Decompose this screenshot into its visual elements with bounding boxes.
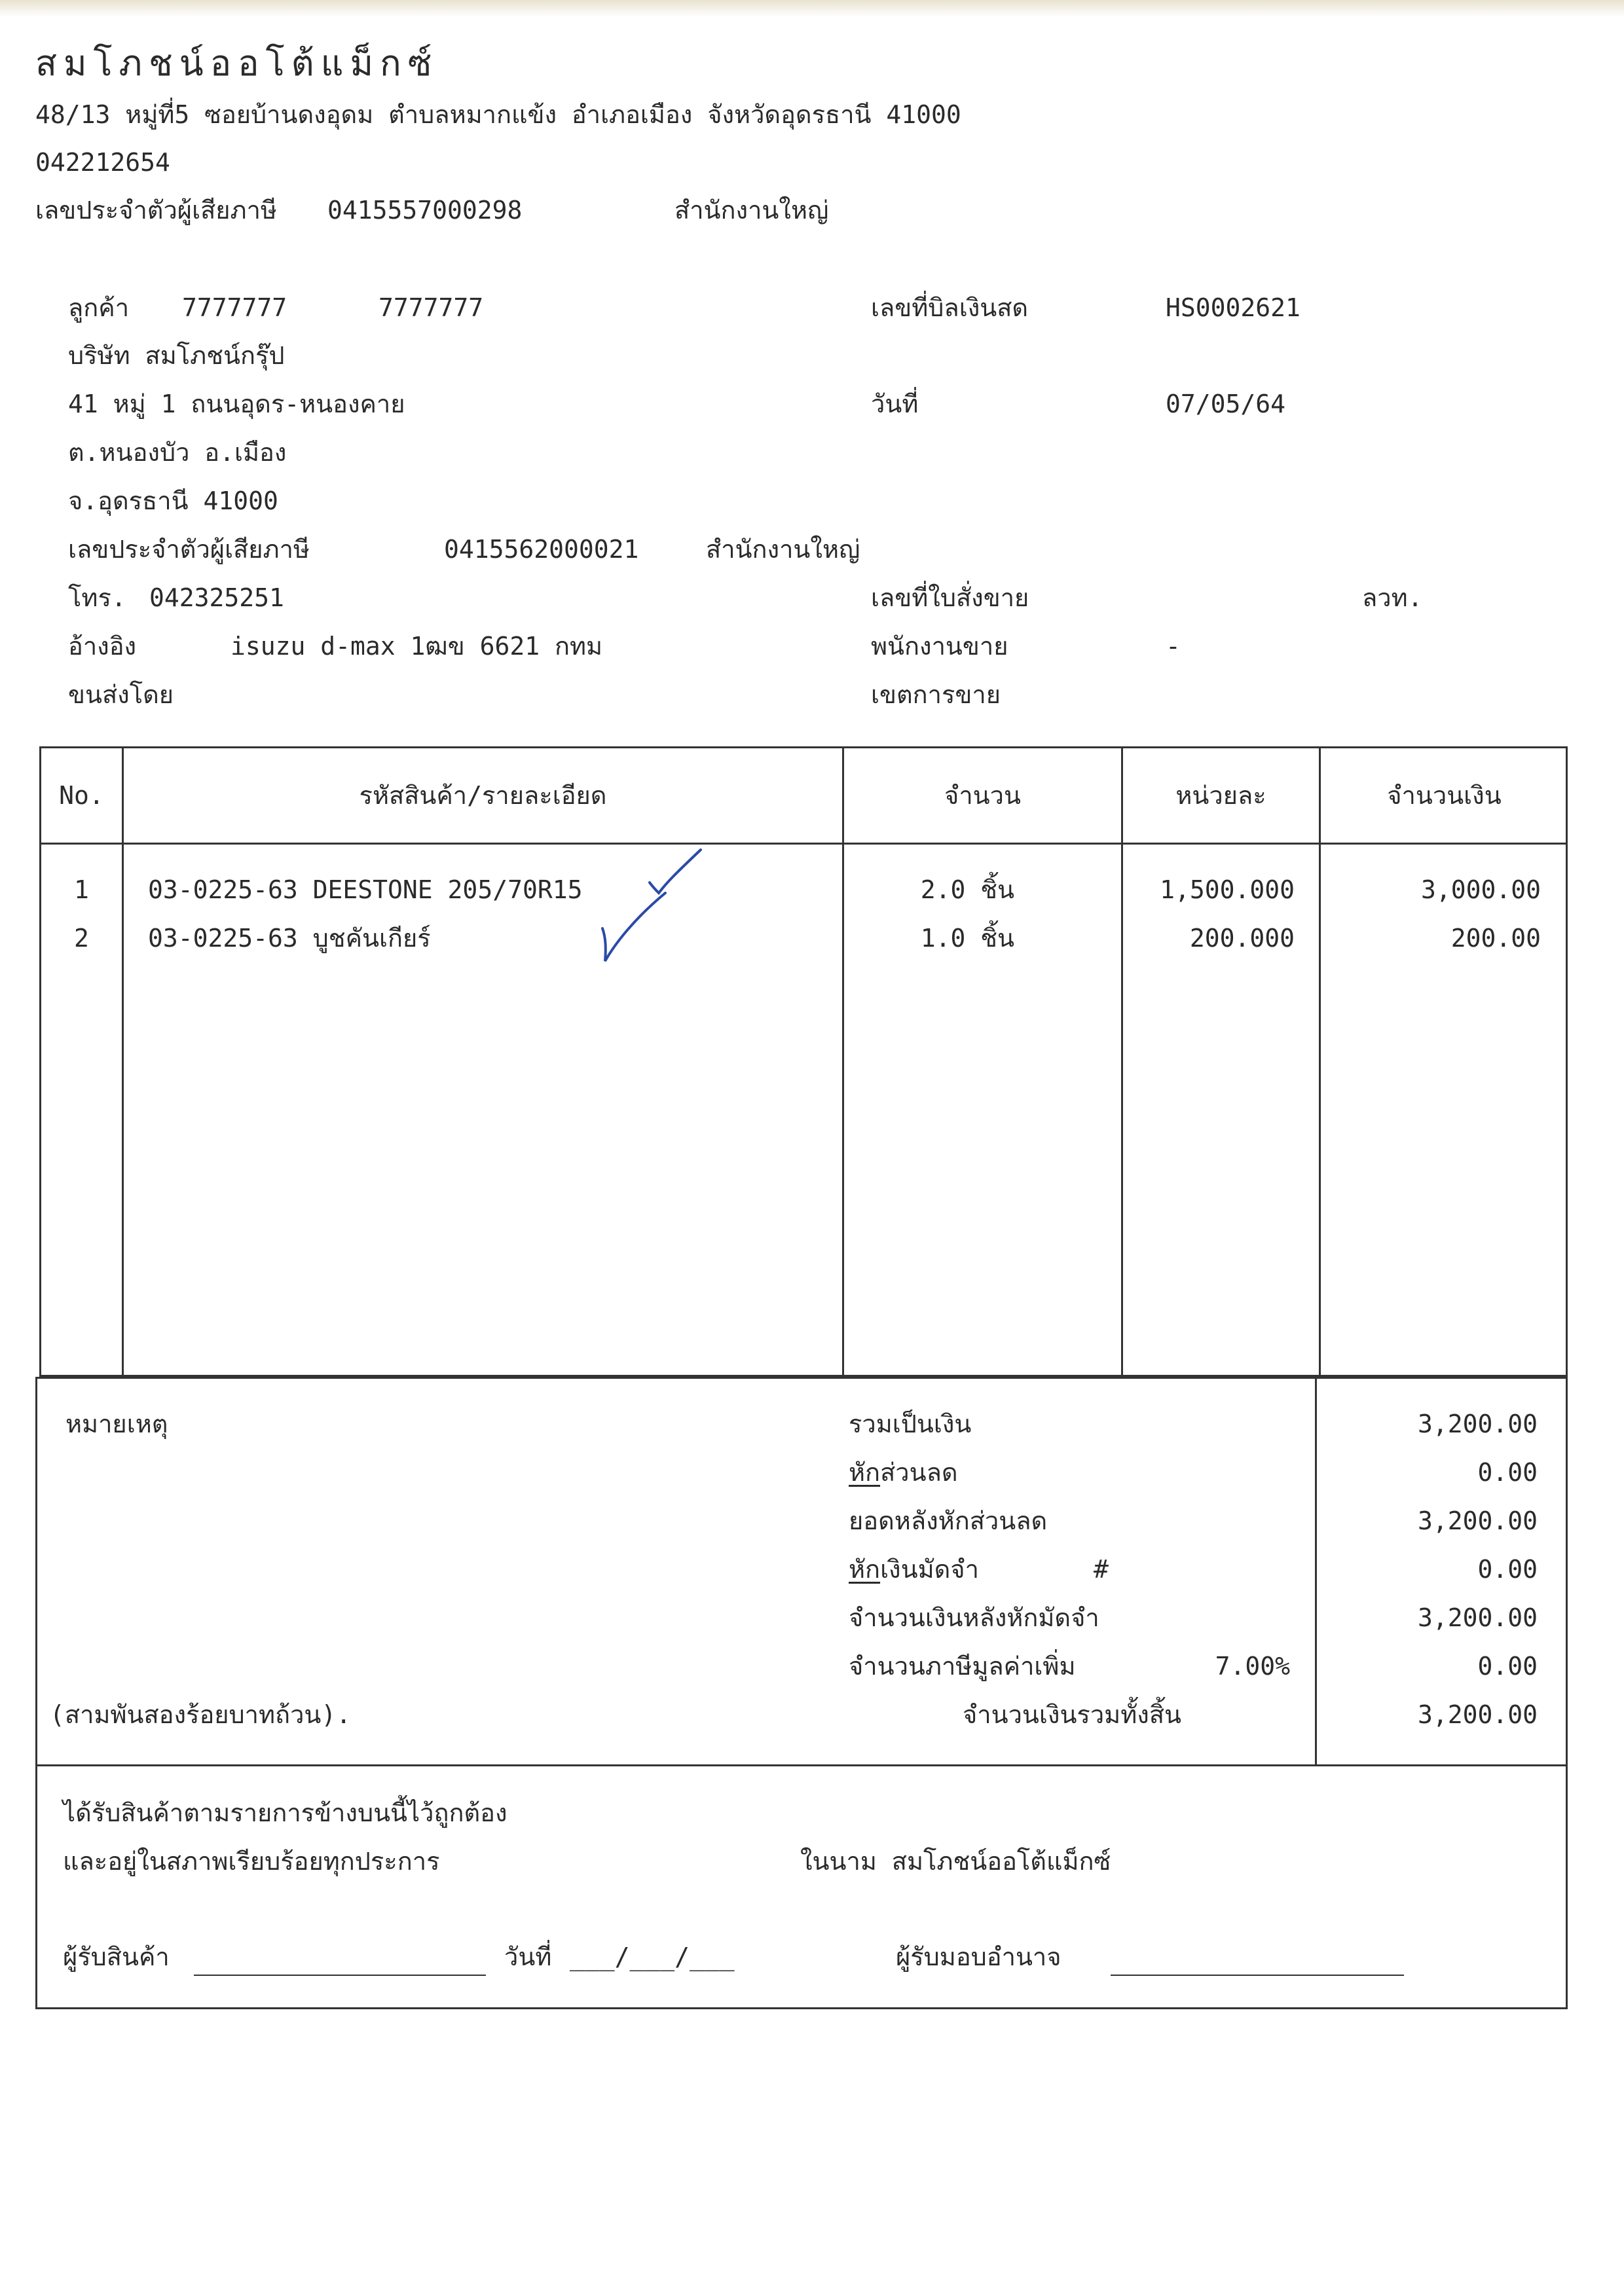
summary-after-discount-value: 3,200.00 [1417,1506,1538,1535]
reference-label: อ้างอิง [68,632,137,661]
scan-edge [0,0,1624,17]
company-tax-label: เลขประจำตัวผู้เสียภาษี [35,196,277,225]
table-row-2-amount: 200.00 [1450,924,1541,953]
received-statement-1: ได้รับสินค้าตามรายการข้างบนนี้ไว้ถูกต้อง [63,1798,507,1827]
shipping-label: ขนส่งโดย [68,680,174,709]
received-statement-2: และอยู่ในสภาพเรียบร้อยทุกประการ [63,1847,440,1876]
receiver-label: ผู้รับสินค้า [63,1942,170,1971]
company-branch: สำนักงานใหญ่ [674,196,829,225]
customer-name: บริษัท สมโภชน์กรุ๊ป [68,341,285,370]
table-row-2-unit: 200.000 [1189,924,1295,953]
discount-word: ส่วนลด [880,1458,958,1487]
company-address: 48/13 หมู่ที่5 ซอยบ้านดงอุดม ตำบลหมากแข้ง อำเภอเมือง จังหวัดอุดรธานี 41000 [35,100,961,129]
salesman-label: พนักงานขาย [871,632,1008,661]
summary-after-deposit-label: จำนวนเงินหลังหักมัดจำ [849,1603,1099,1632]
receive-date-blank: ___/___/___ [570,1942,735,1971]
discount-deduct-word: หัก [849,1458,881,1487]
col-divider-1 [122,746,124,1377]
header-unit-price: หน่วยละ [1175,781,1266,810]
handwritten-check-marks [589,845,714,969]
table-row-1-no: 1 [74,875,89,904]
customer-code-2: 7777777 [378,293,484,322]
items-table [39,746,1568,1377]
amount-in-words: (สามพันสองร้อยบาทถ้วน). [50,1700,352,1729]
company-tax-id: 0415557000298 [327,196,523,225]
header-quantity: จำนวน [944,781,1021,810]
table-row-1-amount: 3,000.00 [1420,875,1541,904]
summary-vat-label: จำนวนภาษีมูลค่าเพิ่ม [849,1652,1076,1681]
customer-address-3: จ.อุดรธานี 41000 [68,486,278,515]
customer-code: 7777777 [182,293,287,322]
table-row-2-qty: 1.0 ชิ้น [920,924,1014,953]
deposit-word: เงินมัดจำ [880,1555,979,1584]
customer-tax-label: เลขประจำตัวผู้เสียภาษี [68,535,310,564]
summary-vat-rate: 7.00% [1215,1652,1290,1681]
summary-after-discount-label: ยอดหลังหักส่วนลด [849,1506,1048,1535]
sales-area-label: เขตการขาย [871,680,1001,709]
col-divider-4 [1319,746,1321,1377]
summary-subtotal-label: รวมเป็นเงิน [849,1410,972,1438]
authorized-signature-line [1111,1975,1404,1976]
table-row-1-qty: 2.0 ชิ้น [920,875,1014,904]
salesman-value: - [1166,632,1181,661]
customer-address-1: 41 หมู่ 1 ถนนอุดร-หนองคาย [68,390,405,418]
receiver-signature-line [194,1975,486,1976]
table-row-1-unit: 1,500.000 [1160,875,1295,904]
deposit-deduct-word: หัก [849,1555,881,1584]
bill-number: HS0002621 [1166,293,1301,322]
summary-discount-label [849,1457,958,1487]
header-description: รหัสสินค้า/รายละเอียด [359,781,607,810]
company-name: สมโภชน์ออโต้แม็กซ์ [35,43,439,84]
authorized-label: ผู้รับมอบอำนาจ [896,1942,1061,1971]
sales-order-code: ลวท. [1362,583,1423,612]
summary-deposit-label [849,1554,979,1584]
on-behalf-of: ในนาม สมโภชน์ออโต้แม็กซ์ [800,1847,1111,1876]
col-divider-3 [1121,746,1123,1377]
customer-branch: สำนักงานใหญ่ [706,535,860,564]
table-row-1-desc: 03-0225-63 DEESTONE 205/70R15 [148,875,583,904]
remark-label: หมายเหตุ [65,1410,168,1438]
summary-vat-value: 0.00 [1477,1652,1538,1681]
summary-subtotal-value: 3,200.00 [1417,1410,1538,1438]
customer-address-2: ต.หนองบัว อ.เมือง [68,438,287,467]
summary-deposit-value: 0.00 [1477,1555,1538,1584]
bill-number-label: เลขที่บิลเงินสด [871,293,1029,322]
table-header-divider [39,843,1568,845]
col-divider-2 [842,746,844,1377]
receive-date-label: วันที่ [504,1942,552,1971]
customer-label: ลูกค้า [68,293,130,322]
bill-date: 07/05/64 [1166,390,1286,418]
grand-total-value: 3,200.00 [1417,1700,1538,1729]
summary-discount-value: 0.00 [1477,1458,1538,1487]
customer-phone: 042325251 [149,583,284,612]
customer-phone-label: โทร. [68,583,126,612]
company-phone: 042212654 [35,148,170,177]
bill-date-label: วันที่ [871,390,919,418]
grand-total-label: จำนวนเงินรวมทั้งสิ้น [963,1700,1181,1729]
reference-value: isuzu d-max 1ฒข 6621 กทม [231,632,603,661]
table-row-2-desc: 03-0225-63 บูชคันเกียร์ [148,924,431,953]
summary-divider [1315,1377,1317,1766]
customer-tax-id: 0415562000021 [444,535,639,564]
summary-deposit-hash: # [1094,1555,1109,1584]
sales-order-label: เลขที่ใบสั่งขาย [871,583,1029,612]
table-row-2-no: 2 [74,924,89,953]
header-amount: จำนวนเงิน [1387,781,1502,810]
header-no: No. [59,781,104,810]
summary-after-deposit-value: 3,200.00 [1417,1603,1538,1632]
